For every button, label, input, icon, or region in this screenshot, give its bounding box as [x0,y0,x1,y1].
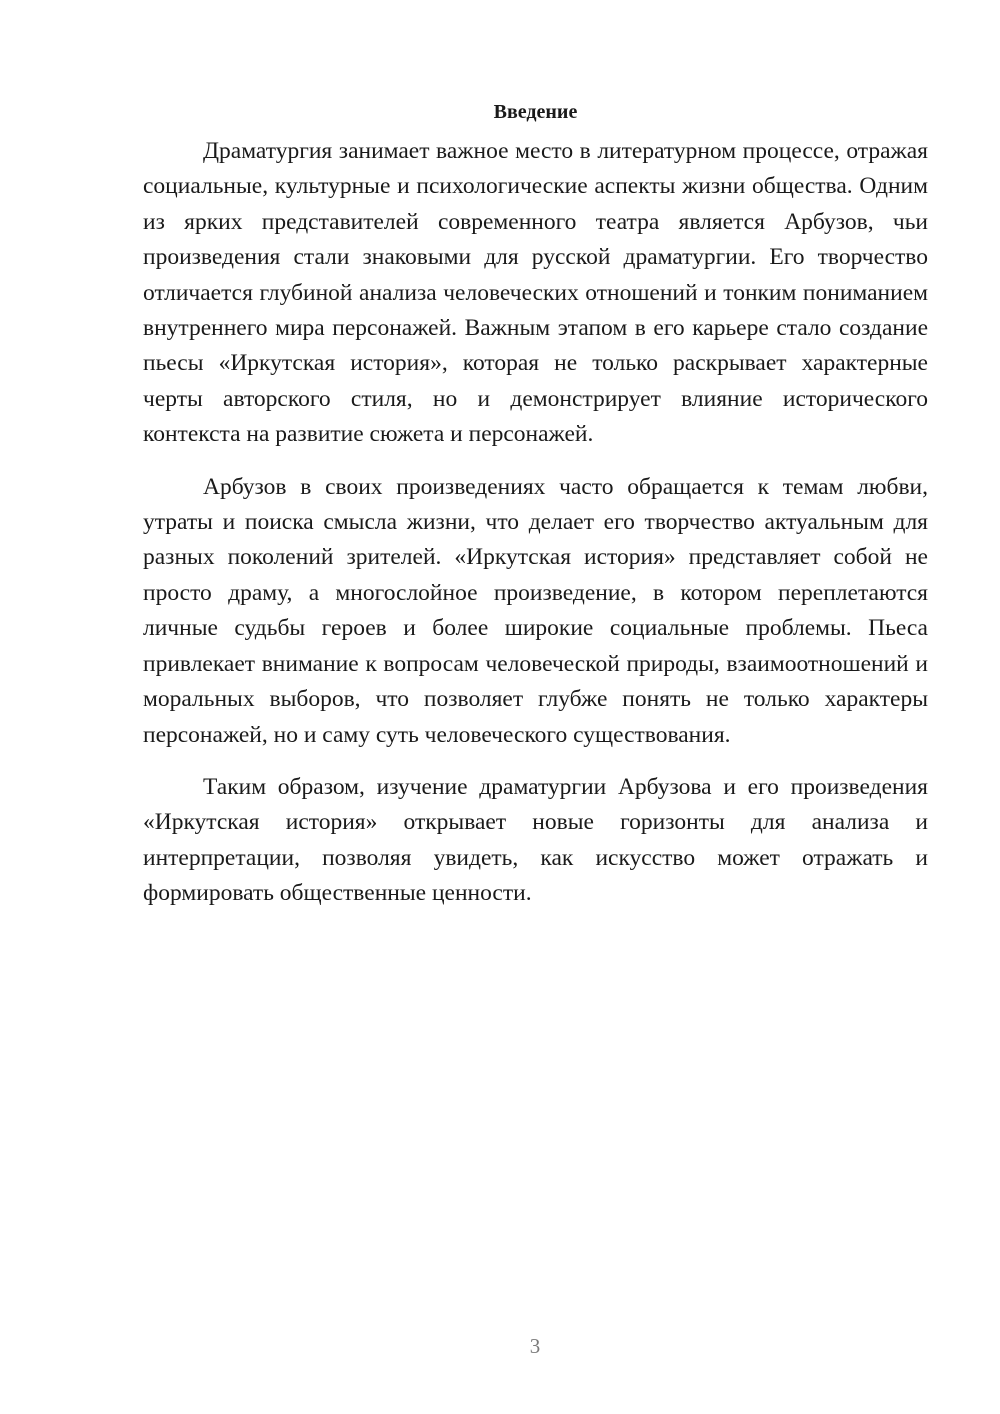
paragraph-3: Таким образом, изучение драматургии Арбузова и его произведения «Иркутская история» открывает новые горизонты для анализа и интерпретации, позволяя увидеть, как искусство может отражать и формировать общественные ценности. [143,773,928,907]
paragraph-1: Драматургия занимает важное место в литературном процессе, отражая социальные, культурные и психологические аспекты жизни общества. Одним из ярких представителей современного театра является Арбузов, чьи произведения стали знаковыми для русской драматургии. Его творчество отличается глубиной анализа человеческих отношений и тонким пониманием внутреннего мира персонажей. Важным этапом в его карьере стало создание пьесы «Иркутская история», которая не только раскрывает характерные черты авторского стиля, но и демонстрирует влияние исторического контекста на развитие сюжета и персонажей. [143,138,928,448]
page-number: 3 [529,1334,541,1358]
paragraph-2: Арбузов в своих произведениях часто обращается к темам любви, утраты и поиска смысла жизни, что делает его творчество актуальным для разных поколений зрителей. «Иркутская история» представляет собой не просто драму, а многослойное произведение, в котором переплетаются личные судьбы героев и более широкие социальные проблемы. Пьеса привлекает внимание к вопросам человеческой природы, взаимоотношений и моральных выборов, что позволяет глубже понять не только характеры персонажей, но и саму суть человеческого существования. [143,473,928,748]
section-heading: Введение [493,101,578,123]
document-body [143,98,928,929]
